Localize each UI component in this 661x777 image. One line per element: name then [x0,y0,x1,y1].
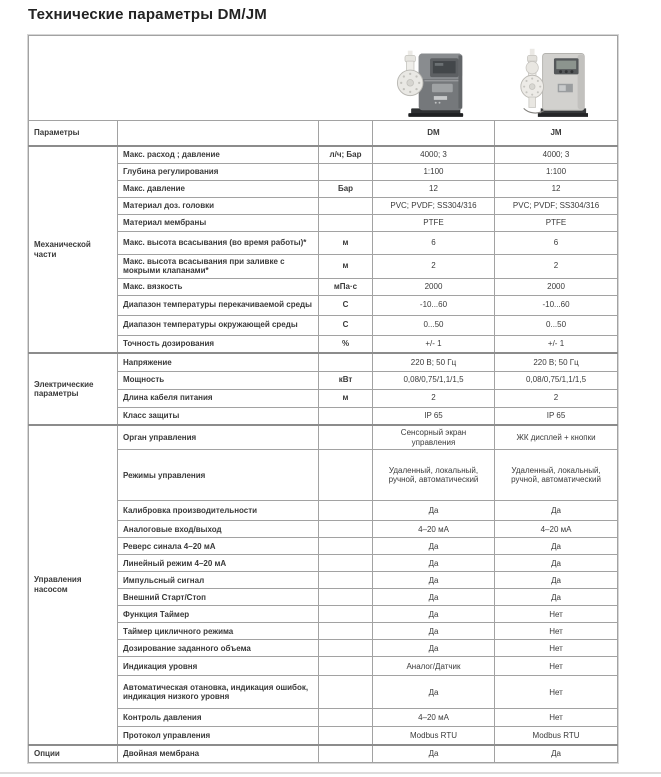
param-name-cell: Дозирование заданного объема [118,640,319,657]
unit-cell: м [319,389,373,407]
unit-cell: м [319,254,373,278]
dm-value-cell: 1:100 [373,163,495,180]
jm-value-cell: 6 [495,231,618,254]
param-name-cell: Макс. давление [118,180,319,197]
param-name-cell: Функция Таймер [118,606,319,623]
param-name-cell: Глубина регулирования [118,163,319,180]
unit-cell [319,745,373,763]
unit-cell [319,657,373,676]
unit-cell [319,501,373,521]
params-header-cell: Параметры [29,121,118,147]
table-row [29,501,618,521]
jm-value-cell: 4–20 мА [495,521,618,538]
dm-value-cell: 12 [373,180,495,197]
param-name-cell: Протокол управления [118,727,319,745]
param-name-cell: Индикация уровня [118,657,319,676]
table-row [29,163,618,180]
dm-value-cell: Да [373,538,495,555]
jm-value-cell: Да [495,538,618,555]
jm-value-cell: 0,08/0,75/1,1/1,5 [495,371,618,389]
table-row [29,180,618,197]
table-row [29,231,618,254]
table-row [29,254,618,278]
dm-value-cell: Да [373,589,495,606]
dm-value-cell: 0,08/0,75/1,1/1,5 [373,371,495,389]
dm-value-cell: 220 В; 50 Гц [373,353,495,371]
dm-value-cell: Сенсорный экран управления [373,425,495,450]
empty-unit-header-cell [319,121,373,147]
column-header-row [29,121,618,147]
unit-cell: С [319,315,373,335]
jm-value-cell: PTFE [495,214,618,231]
dm-value-cell: Да [373,501,495,521]
jm-value-cell: 0...50 [495,315,618,335]
dm-value-cell: +/- 1 [373,335,495,353]
param-name-cell: Контроль давления [118,709,319,727]
param-name-cell: Аналоговые вход/выход [118,521,319,538]
jm-value-cell: 2 [495,389,618,407]
unit-cell: л/ч; Бар [319,146,373,163]
product-image-row [29,36,618,121]
unit-cell: С [319,295,373,315]
jm-value-cell: Нет [495,709,618,727]
jm-value-cell: 4000; 3 [495,146,618,163]
unit-cell [319,450,373,501]
unit-cell [319,353,373,371]
dm-value-cell: Да [373,745,495,763]
dm-value-cell: 4–20 мА [373,709,495,727]
dm-value-cell: 2000 [373,278,495,295]
param-name-cell: Макс. высота всасывания (во время работы)* [118,231,319,254]
table-row [29,555,618,572]
unit-cell: Бар [319,180,373,197]
dm-value-cell: Да [373,572,495,589]
param-name-cell: Макс. расход ; давление [118,146,319,163]
table-row [29,425,618,450]
table-body [29,146,618,763]
unit-cell [319,589,373,606]
category-cell: Управления насосом [29,425,118,745]
unit-cell [319,727,373,745]
jm-value-cell: Нет [495,676,618,709]
table-row [29,407,618,425]
jm-value-cell: 220 В; 50 Гц [495,353,618,371]
table-row [29,521,618,538]
unit-cell: мПа·с [319,278,373,295]
page-title: Технические параметры DM/JM [28,6,267,23]
dm-value-cell: IP 65 [373,407,495,425]
specs-table [28,35,618,763]
table-row [29,709,618,727]
param-name-cell: Диапазон температуры перекачиваемой среды [118,295,319,315]
param-name-cell: Режимы управления [118,450,319,501]
jm-value-cell: IP 65 [495,407,618,425]
unit-cell: % [319,335,373,353]
jm-value-cell: Да [495,501,618,521]
jm-value-cell: 12 [495,180,618,197]
jm-value-cell: Да [495,555,618,572]
unit-cell [319,538,373,555]
unit-cell [319,606,373,623]
table-row [29,657,618,676]
table-row [29,589,618,606]
unit-cell [319,555,373,572]
table-row [29,389,618,407]
table-row [29,278,618,295]
dm-value-cell: 0...50 [373,315,495,335]
jm-value-cell: 2000 [495,278,618,295]
jm-value-cell: +/- 1 [495,335,618,353]
dm-value-cell: Да [373,640,495,657]
unit-cell [319,572,373,589]
table-row [29,353,618,371]
table-row [29,676,618,709]
table-row [29,745,618,763]
table-row [29,606,618,623]
category-cell: Механической части [29,146,118,353]
param-name-cell: Двойная мембрана [118,745,319,763]
table-row [29,572,618,589]
unit-cell [319,640,373,657]
table-row [29,450,618,501]
jm-value-cell: -10...60 [495,295,618,315]
dm-value-cell: Аналог/Датчик [373,657,495,676]
jm-value-cell: Нет [495,640,618,657]
table-row [29,538,618,555]
dm-value-cell: Да [373,676,495,709]
unit-cell: кВт [319,371,373,389]
dm-value-cell: Да [373,623,495,640]
jm-value-cell: Modbus RTU [495,727,618,745]
category-cell: Электрические параметры [29,353,118,425]
jm-value-cell: ЖК дисплей + кнопки [495,425,618,450]
jm-value-cell: Да [495,572,618,589]
product-image-cell [29,36,618,121]
dm-value-cell: 4–20 мА [373,521,495,538]
table-row [29,214,618,231]
dm-value-cell: PTFE [373,214,495,231]
dm-value-cell: 6 [373,231,495,254]
table-row [29,727,618,745]
unit-cell [319,425,373,450]
dm-value-cell: Да [373,606,495,623]
dm-value-cell: Удаленный, локальный, ручной, автоматический [373,450,495,501]
param-name-cell: Импульсный сигнал [118,572,319,589]
dm-value-cell: -10...60 [373,295,495,315]
unit-cell [319,214,373,231]
page-footer-divider [0,772,661,774]
dm-pump-image [396,42,466,118]
param-name-cell: Линейный режим 4–20 мА [118,555,319,572]
param-name-cell: Материал мембраны [118,214,319,231]
dm-column-header: DM [373,121,495,147]
param-name-cell: Точность дозирования [118,335,319,353]
unit-cell [319,623,373,640]
unit-cell: м [319,231,373,254]
param-name-cell: Реверс синала 4–20 мА [118,538,319,555]
table-row [29,371,618,389]
unit-cell [319,521,373,538]
jm-value-cell: PVC; PVDF; SS304/316 [495,197,618,214]
jm-pump-image [518,42,588,118]
dm-value-cell: Да [373,555,495,572]
param-name-cell: Класс защиты [118,407,319,425]
table-row [29,146,618,163]
param-name-cell: Диапазон температуры окружающей среды [118,315,319,335]
table-row [29,315,618,335]
empty-param-header-cell [118,121,319,147]
table-row [29,623,618,640]
param-name-cell: Мощность [118,371,319,389]
param-name-cell: Внешний Старт/Стоп [118,589,319,606]
dm-value-cell: Modbus RTU [373,727,495,745]
unit-cell [319,163,373,180]
param-name-cell: Материал доз. головки [118,197,319,214]
param-name-cell: Автоматическая отановка, индикация ошибок, индикация низкого уровня [118,676,319,709]
table-row [29,640,618,657]
unit-cell [319,197,373,214]
table-row [29,335,618,353]
unit-cell [319,709,373,727]
dm-value-cell: 2 [373,389,495,407]
table-row [29,197,618,214]
param-name-cell: Калибровка производительности [118,501,319,521]
category-cell: Опции [29,745,118,763]
param-name-cell: Таймер цикличного режима [118,623,319,640]
dm-value-cell: 2 [373,254,495,278]
jm-column-header: JM [495,121,618,147]
jm-value-cell: Удаленный, локальный, ручной, автоматический [495,450,618,501]
param-name-cell: Макс. высота всасывания при заливке с мокрыми клапанами* [118,254,319,278]
param-name-cell: Длина кабеля питания [118,389,319,407]
jm-value-cell: Нет [495,657,618,676]
jm-value-cell: 1:100 [495,163,618,180]
param-name-cell: Напряжение [118,353,319,371]
unit-cell [319,676,373,709]
dm-value-cell: 4000; 3 [373,146,495,163]
param-name-cell: Макс. вязкость [118,278,319,295]
jm-value-cell: Да [495,745,618,763]
jm-value-cell: Нет [495,623,618,640]
dm-value-cell: PVC; PVDF; SS304/316 [373,197,495,214]
unit-cell [319,407,373,425]
table-row [29,295,618,315]
jm-value-cell: Да [495,589,618,606]
jm-value-cell: 2 [495,254,618,278]
param-name-cell: Орган управления [118,425,319,450]
jm-value-cell: Нет [495,606,618,623]
